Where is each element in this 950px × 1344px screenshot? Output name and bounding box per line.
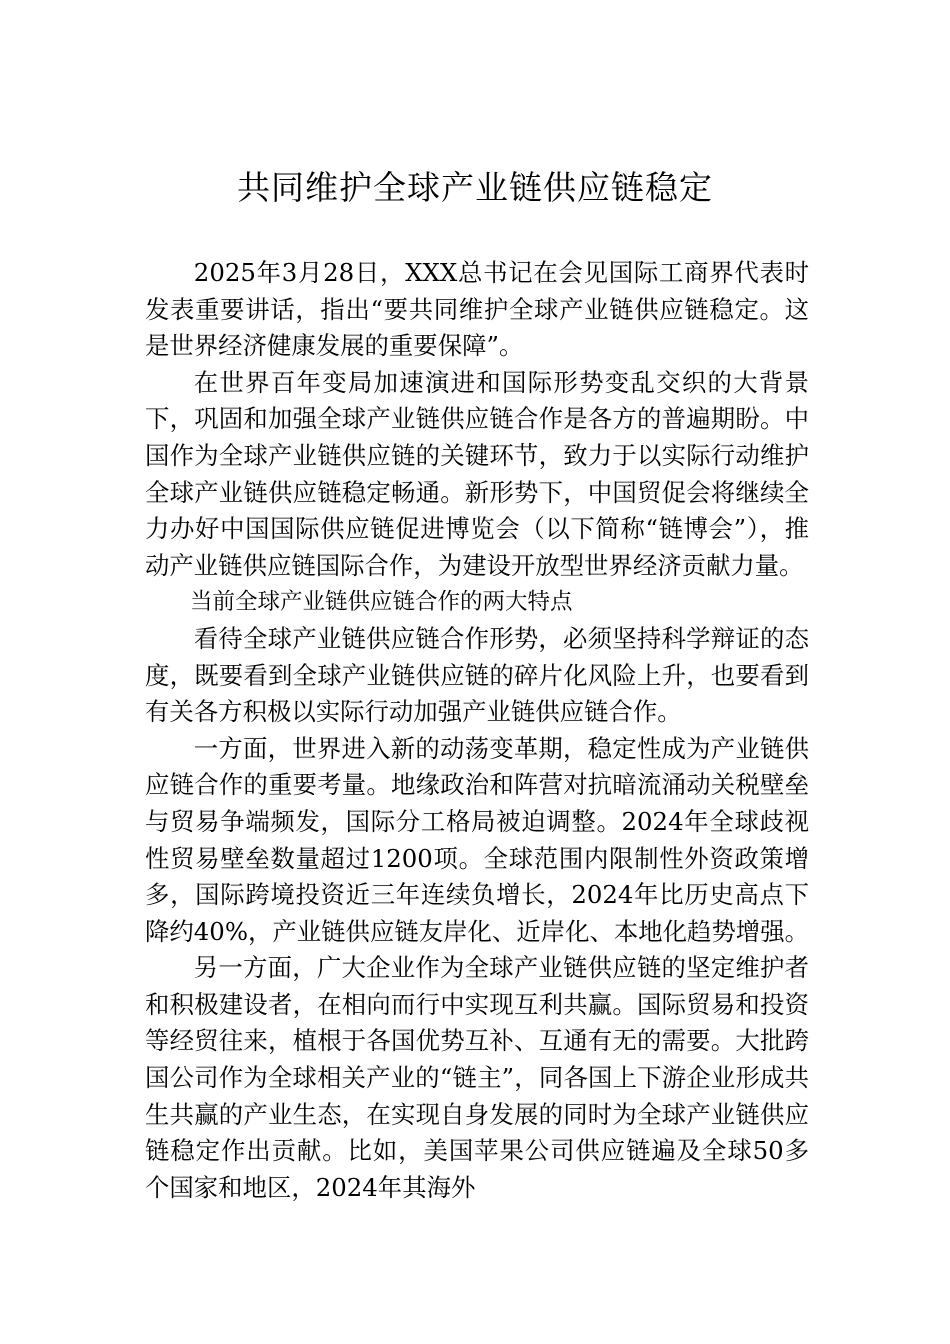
paragraph-second-aspect: 另一方面，广大企业作为全球产业链供应链的坚定维护者和积极建设者，在相向而行中实现互利共赢。国际贸易和投资等经贸往来，植根于各国优势互补、互通有无的需要。大批跨国公司作为全球相关产业的“链主”，同各国上下游企业形成共生共赢的产业生态，在实现自身发展的同时为全球产业链供应链稳定作出贡献。比如，美国苹果公司供应链遍及全球50多个国家和地区，2024年其海外 <box>145 953 809 1202</box>
paragraph-intro: 2025年3月28日，XXX总书记在会见国际工商界代表时发表重要讲话，指出“要共同维护全球产业链供应链稳定。这是世界经济健康发展的重要保障”。 <box>145 258 809 361</box>
document-body <box>145 255 809 1206</box>
paragraph-background: 在世界百年变局加速演进和国际形势变乱交织的大背景下，巩固和加强全球产业链供应链合作是各方的普遍期盼。中国作为全球产业链供应链的关键环节，致力于以实际行动维护全球产业链供应链稳定畅通。新形势下，中国贸促会将继续全力办好中国国际供应链促进博览会（以下简称“链博会”），推动产业链供应链国际合作，为建设开放型世界经济贡献力量。 <box>145 367 809 580</box>
document-title: 共同维护全球产业链供应链稳定 <box>237 168 713 207</box>
paragraph-first-aspect: 一方面，世界进入新的动荡变革期，稳定性成为产业链供应链合作的重要考量。地缘政治和阵营对抗暗流涌动关税壁垒与贸易争端频发，国际分工格局被迫调整。2024年全球歧视性贸易壁垒数量超过1200项。全球范围内限制性外资政策增多，国际跨境投资近三年连续负增长，2024年比历史高点下降约40%，产业链供应链友岸化、近岸化、本地化趋势增强。 <box>145 733 809 946</box>
paragraph-overview: 看待全球产业链供应链合作形势，必须坚持科学辩证的态度，既要看到全球产业链供应链的碎片化风险上升，也要看到有关各方积极以实际行动加强产业链供应链合作。 <box>145 623 809 727</box>
section-heading: 当前全球产业链供应链合作的两大特点 <box>190 589 573 616</box>
